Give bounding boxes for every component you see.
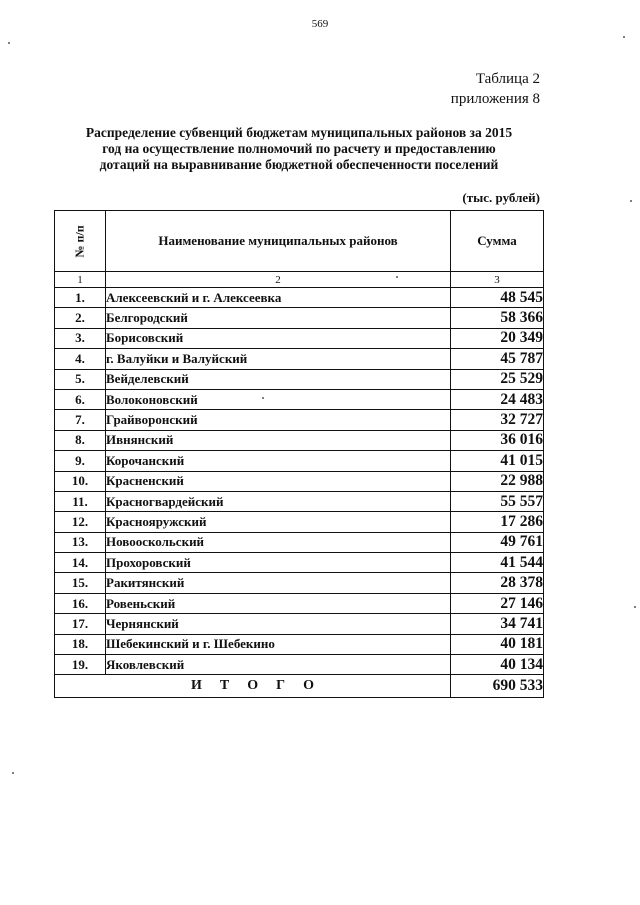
row-number-cell: 2. <box>55 308 106 328</box>
amount-cell: 28 378 <box>451 573 544 593</box>
row-number-cell: 17. <box>55 614 106 634</box>
amount-cell: 41 015 <box>451 451 544 471</box>
table-row <box>55 369 544 389</box>
scan-speck <box>634 606 636 608</box>
table-row <box>55 491 544 511</box>
row-number-cell: 5. <box>55 369 106 389</box>
row-number-cell: 13. <box>55 532 106 552</box>
amount-cell: 17 286 <box>451 512 544 532</box>
amount-cell: 58 366 <box>451 308 544 328</box>
scan-speck <box>12 772 14 774</box>
row-number-cell: 4. <box>55 349 106 369</box>
row-number-cell: 18. <box>55 634 106 654</box>
row-number-cell: 15. <box>55 573 106 593</box>
table-row <box>55 573 544 593</box>
table-header-row <box>55 211 544 272</box>
row-number-cell: 7. <box>55 410 106 430</box>
total-label-letter: О <box>303 678 314 694</box>
district-name-cell: Борисовский <box>106 328 451 348</box>
row-number-cell: 16. <box>55 593 106 613</box>
amount-cell: 49 761 <box>451 532 544 552</box>
table-row <box>55 410 544 430</box>
scan-speck <box>262 397 264 399</box>
amount-cell: 55 557 <box>451 491 544 511</box>
document-title-line-2: год на осуществление полномочий по расчету и предоставлению <box>102 141 496 156</box>
total-label-cell <box>55 675 451 698</box>
scan-speck <box>8 42 10 44</box>
district-name-cell: Новооскольский <box>106 532 451 552</box>
column-number-1: 1 <box>55 272 106 288</box>
table-reference-line-2: приложения 8 <box>450 91 540 107</box>
column-number-3: 3 <box>451 272 544 288</box>
page-number: 569 <box>311 18 329 30</box>
table-row <box>55 593 544 613</box>
amount-cell: 48 545 <box>451 288 544 308</box>
row-number-cell: 14. <box>55 553 106 573</box>
table-body <box>55 288 544 698</box>
amount-cell: 36 016 <box>451 430 544 450</box>
district-name-cell: Яковлевский <box>106 655 451 675</box>
table-row <box>55 430 544 450</box>
total-label-letter: Г <box>276 678 286 694</box>
district-name-cell: Прохоровский <box>106 553 451 573</box>
district-name-cell: Грайворонский <box>106 410 451 430</box>
row-number-cell: 10. <box>55 471 106 491</box>
table-row <box>55 532 544 552</box>
document-title-line-3: дотаций на выравнивание бюджетной обеспеченности поселений <box>99 157 499 172</box>
header-number-label: № п/п <box>72 225 87 258</box>
total-amount-cell: 690 533 <box>451 675 544 698</box>
table-row <box>55 634 544 654</box>
amount-cell: 20 349 <box>451 328 544 348</box>
row-number-cell: 8. <box>55 430 106 450</box>
row-number-cell: 9. <box>55 451 106 471</box>
scan-speck <box>623 36 625 38</box>
total-label-letter: Т <box>219 678 230 694</box>
district-name-cell: Корочанский <box>106 451 451 471</box>
total-label-letter: О <box>247 678 259 694</box>
header-sum-cell: Сумма <box>451 211 544 272</box>
district-name-cell: Шебекинский и г. Шебекино <box>106 634 451 654</box>
table-row <box>55 614 544 634</box>
amount-cell: 40 181 <box>451 634 544 654</box>
district-name-cell: Ракитянский <box>106 573 451 593</box>
amount-cell: 32 727 <box>451 410 544 430</box>
table-reference <box>451 69 540 109</box>
row-number-cell: 12. <box>55 512 106 532</box>
table-row <box>55 308 544 328</box>
amount-cell: 25 529 <box>451 369 544 389</box>
table-reference-line-1: Таблица 2 <box>475 71 540 87</box>
district-name-cell: Ивнянский <box>106 430 451 450</box>
amount-cell: 22 988 <box>451 471 544 491</box>
subventions-table <box>54 210 544 698</box>
column-number-row <box>55 272 544 288</box>
table-row <box>55 451 544 471</box>
document-title <box>55 125 543 173</box>
row-number-cell: 1. <box>55 288 106 308</box>
row-number-cell: 19. <box>55 655 106 675</box>
amount-cell: 41 544 <box>451 553 544 573</box>
total-label-letter: И <box>191 678 202 694</box>
scan-speck <box>396 276 398 278</box>
column-number-2: 2 <box>106 272 451 288</box>
district-name-cell: Чернянский <box>106 614 451 634</box>
amount-cell: 27 146 <box>451 593 544 613</box>
amount-cell: 45 787 <box>451 349 544 369</box>
table-row <box>55 512 544 532</box>
table-row <box>55 328 544 348</box>
row-number-cell: 11. <box>55 491 106 511</box>
district-name-cell: Вейделевский <box>106 369 451 389</box>
units-label: (тыс. рублей) <box>462 190 540 205</box>
district-name-cell: Волоконовский <box>106 389 451 409</box>
amount-cell: 40 134 <box>451 655 544 675</box>
table-row <box>55 471 544 491</box>
document-title-line-1: Распределение субвенций бюджетам муниципальных районов за 2015 <box>85 125 513 140</box>
district-name-cell: Красногвардейский <box>106 491 451 511</box>
amount-cell: 34 741 <box>451 614 544 634</box>
district-name-cell: Белгородский <box>106 308 451 328</box>
district-name-cell: Алексеевский и г. Алексеевка <box>106 288 451 308</box>
table-row <box>55 655 544 675</box>
row-number-cell: 3. <box>55 328 106 348</box>
table-row <box>55 553 544 573</box>
district-name-cell: Красненский <box>106 471 451 491</box>
amount-cell: 24 483 <box>451 389 544 409</box>
table-row <box>55 389 544 409</box>
total-row <box>55 675 544 698</box>
header-name-cell: Наименование муниципальных районов <box>106 211 451 272</box>
district-name-cell: Ровеньский <box>106 593 451 613</box>
district-name-cell: Краснояружский <box>106 512 451 532</box>
row-number-cell: 6. <box>55 389 106 409</box>
header-number-cell <box>55 211 106 272</box>
scan-speck <box>630 200 632 202</box>
table-row <box>55 288 544 308</box>
district-name-cell: г. Валуйки и Валуйский <box>106 349 451 369</box>
table-row <box>55 349 544 369</box>
